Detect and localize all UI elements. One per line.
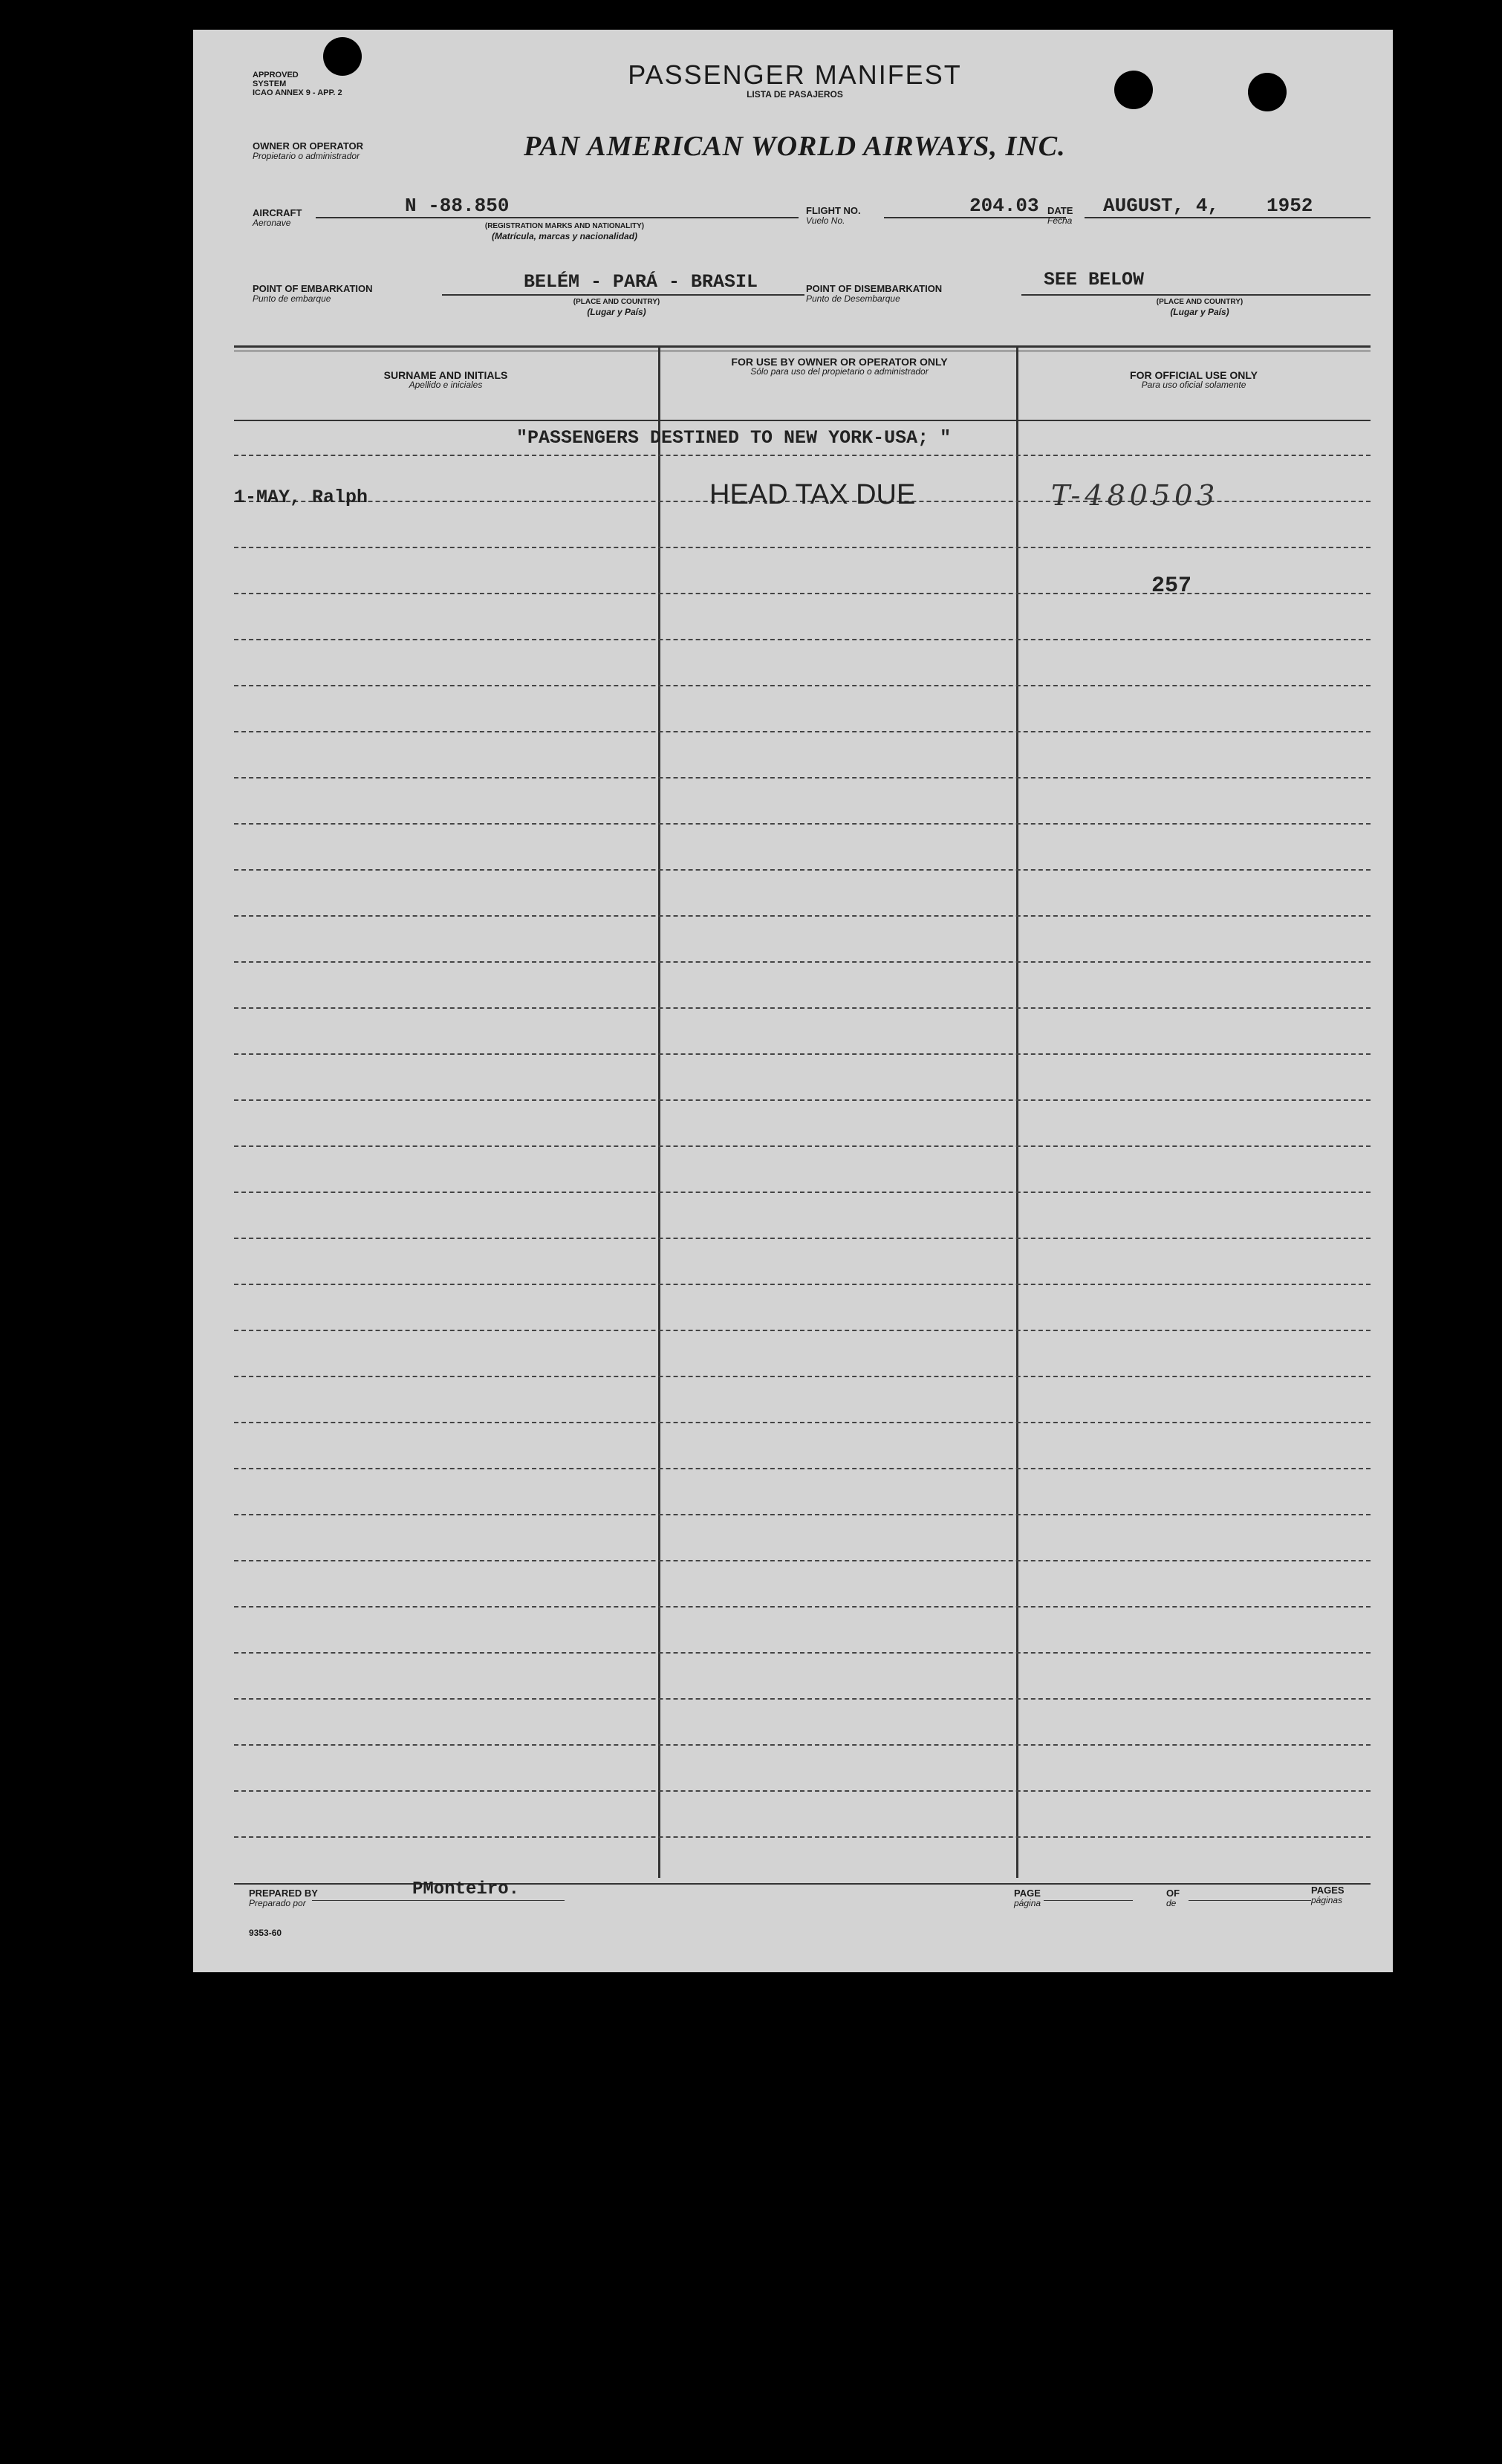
flight-value: 204.03 <box>969 195 1039 217</box>
of-label: OF <box>1166 1888 1180 1899</box>
pages-label: PAGES <box>1311 1885 1345 1896</box>
date-underline <box>1085 217 1371 218</box>
table-row-line <box>234 1330 1371 1331</box>
owner-label: OWNER OR OPERATOR <box>253 140 364 152</box>
passenger-name: 1-MAY, Ralph <box>234 487 368 508</box>
table-row-line <box>234 1836 1371 1838</box>
embark-label: POINT OF EMBARKATION <box>253 283 373 294</box>
aircraft-caption-es: (Matrícula, marcas y nacionalidad) <box>491 231 638 241</box>
owner-label-es: Propietario o administrador <box>253 151 360 161</box>
owner-label-block <box>253 141 363 161</box>
punch-hole <box>1114 71 1153 109</box>
date-label-es: Fecha <box>1047 215 1073 226</box>
aircraft-underline <box>316 217 799 218</box>
approval-line: APPROVED <box>253 71 299 79</box>
embark-label-block <box>253 284 373 304</box>
aircraft-value: N -88.850 <box>405 195 510 217</box>
table-top-border <box>234 345 1371 348</box>
table-row-line <box>234 1192 1371 1193</box>
column-header-operator <box>713 357 966 377</box>
table-row-line <box>234 1514 1371 1515</box>
table-row-line <box>234 1790 1371 1792</box>
approval-note <box>253 71 342 97</box>
prepared-underline <box>312 1900 565 1901</box>
column-subtitle: Apellido e iniciales <box>409 380 483 390</box>
of-underline <box>1189 1900 1311 1901</box>
disembark-underline <box>1021 294 1371 296</box>
disembark-value: SEE BELOW <box>1044 269 1145 290</box>
column-header-official <box>1019 370 1368 390</box>
table-row-line <box>234 1376 1371 1377</box>
embark-label-es: Punto de embarque <box>253 293 331 304</box>
disembark-caption: (PLACE AND COUNTRY) <box>1156 298 1243 306</box>
table-header-border <box>234 420 1371 421</box>
table-row-line <box>234 1007 1371 1009</box>
flight-underline <box>884 217 1066 218</box>
table-row-line <box>234 639 1371 640</box>
table-row-line <box>234 1652 1371 1654</box>
head-tax-stamp: HEAD TAX DUE <box>709 479 916 510</box>
column-title: SURNAME AND INITIALS <box>383 369 508 381</box>
table-row-line <box>234 961 1371 963</box>
aircraft-label-block <box>253 208 302 228</box>
pages-label-es: páginas <box>1311 1895 1343 1905</box>
column-subtitle: Para uso oficial solamente <box>1141 380 1246 390</box>
column-title: FOR OFFICIAL USE ONLY <box>1130 369 1258 381</box>
disembark-label-block <box>806 284 942 304</box>
manifest-sheet <box>193 30 1393 1972</box>
aircraft-caption: (REGISTRATION MARKS AND NATIONALITY) <box>484 222 645 230</box>
punch-hole <box>1248 73 1287 111</box>
table-row-line <box>234 1422 1371 1423</box>
of-label-es: de <box>1166 1898 1177 1908</box>
table-row-line <box>234 455 1371 456</box>
flight-label-es: Vuelo No. <box>806 215 845 226</box>
of-label-block <box>1166 1888 1180 1908</box>
owner-value: PAN AMERICAN WORLD AIRWAYS, INC. <box>524 131 1066 162</box>
page-label-block <box>1014 1888 1041 1908</box>
column-divider <box>658 348 660 1878</box>
table-row-line <box>234 915 1371 917</box>
date-value: AUGUST, 4, <box>1103 195 1220 217</box>
table-row-line <box>234 1744 1371 1746</box>
flight-label: FLIGHT NO. <box>806 205 861 216</box>
title-block <box>565 59 1025 100</box>
aircraft-caption-block <box>431 221 698 241</box>
date-label: DATE <box>1047 205 1073 216</box>
approval-line: ICAO ANNEX 9 - APP. 2 <box>253 88 342 97</box>
approval-line: SYSTEM <box>253 79 287 88</box>
destination-note: "PASSENGERS DESTINED TO NEW YORK-USA; " <box>516 427 952 449</box>
page-label-es: página <box>1014 1898 1041 1908</box>
table-row-line <box>234 593 1371 594</box>
prepared-label-block <box>249 1888 318 1908</box>
footer-border <box>234 1883 1371 1885</box>
table-row-line <box>234 777 1371 778</box>
page-underline <box>1044 1900 1133 1901</box>
table-row-line <box>234 1053 1371 1055</box>
table-row-line <box>234 1560 1371 1561</box>
disembark-caption-block <box>1107 297 1293 317</box>
table-row-line <box>234 1468 1371 1469</box>
page-title-es: LISTA DE PASAJEROS <box>747 89 843 100</box>
official-stamp: 257 <box>1151 573 1192 599</box>
embark-underline <box>442 294 804 296</box>
table-row-line <box>234 1606 1371 1608</box>
column-divider <box>1016 348 1018 1878</box>
page-label: PAGE <box>1014 1888 1041 1899</box>
table-row-line <box>234 1238 1371 1239</box>
table-row-line <box>234 1698 1371 1700</box>
prepared-value: PMonteiro. <box>412 1879 520 1899</box>
date-year: 1952 <box>1267 195 1313 217</box>
column-subtitle: Sólo para uso del propietario o administrador <box>750 366 929 377</box>
disembark-label-es: Punto de Desembarque <box>806 293 900 304</box>
prepared-label-es: Preparado por <box>249 1898 306 1908</box>
form-number: 9353-60 <box>249 1928 282 1938</box>
date-label-block <box>1047 206 1073 226</box>
aircraft-label-es: Aeronave <box>253 218 291 228</box>
table-row-line <box>234 869 1371 871</box>
embark-caption: (PLACE AND COUNTRY) <box>573 298 660 306</box>
disembark-caption-es: (Lugar y País) <box>1170 307 1229 317</box>
page-title: PASSENGER MANIFEST <box>628 59 962 90</box>
prepared-label: PREPARED BY <box>249 1888 318 1899</box>
embark-caption-es: (Lugar y País) <box>587 307 646 317</box>
disembark-label: POINT OF DISEMBARKATION <box>806 283 943 294</box>
table-row-line <box>234 823 1371 825</box>
table-row-line <box>234 1099 1371 1101</box>
pages-label-block <box>1311 1885 1345 1905</box>
aircraft-label: AIRCRAFT <box>253 207 302 218</box>
official-number: T-480503 <box>1051 479 1220 512</box>
column-title: FOR USE BY OWNER OR OPERATOR ONLY <box>731 356 948 368</box>
table-row-line <box>234 1145 1371 1147</box>
column-header-surname <box>234 370 657 390</box>
table-row-line <box>234 547 1371 548</box>
embark-caption-block <box>520 297 713 317</box>
table-row-line <box>234 731 1371 732</box>
embark-value: BELÉM - PARÁ - BRASIL <box>524 271 758 293</box>
flight-label-block <box>806 206 861 226</box>
table-row-line <box>234 685 1371 686</box>
table-row-line <box>234 1284 1371 1285</box>
